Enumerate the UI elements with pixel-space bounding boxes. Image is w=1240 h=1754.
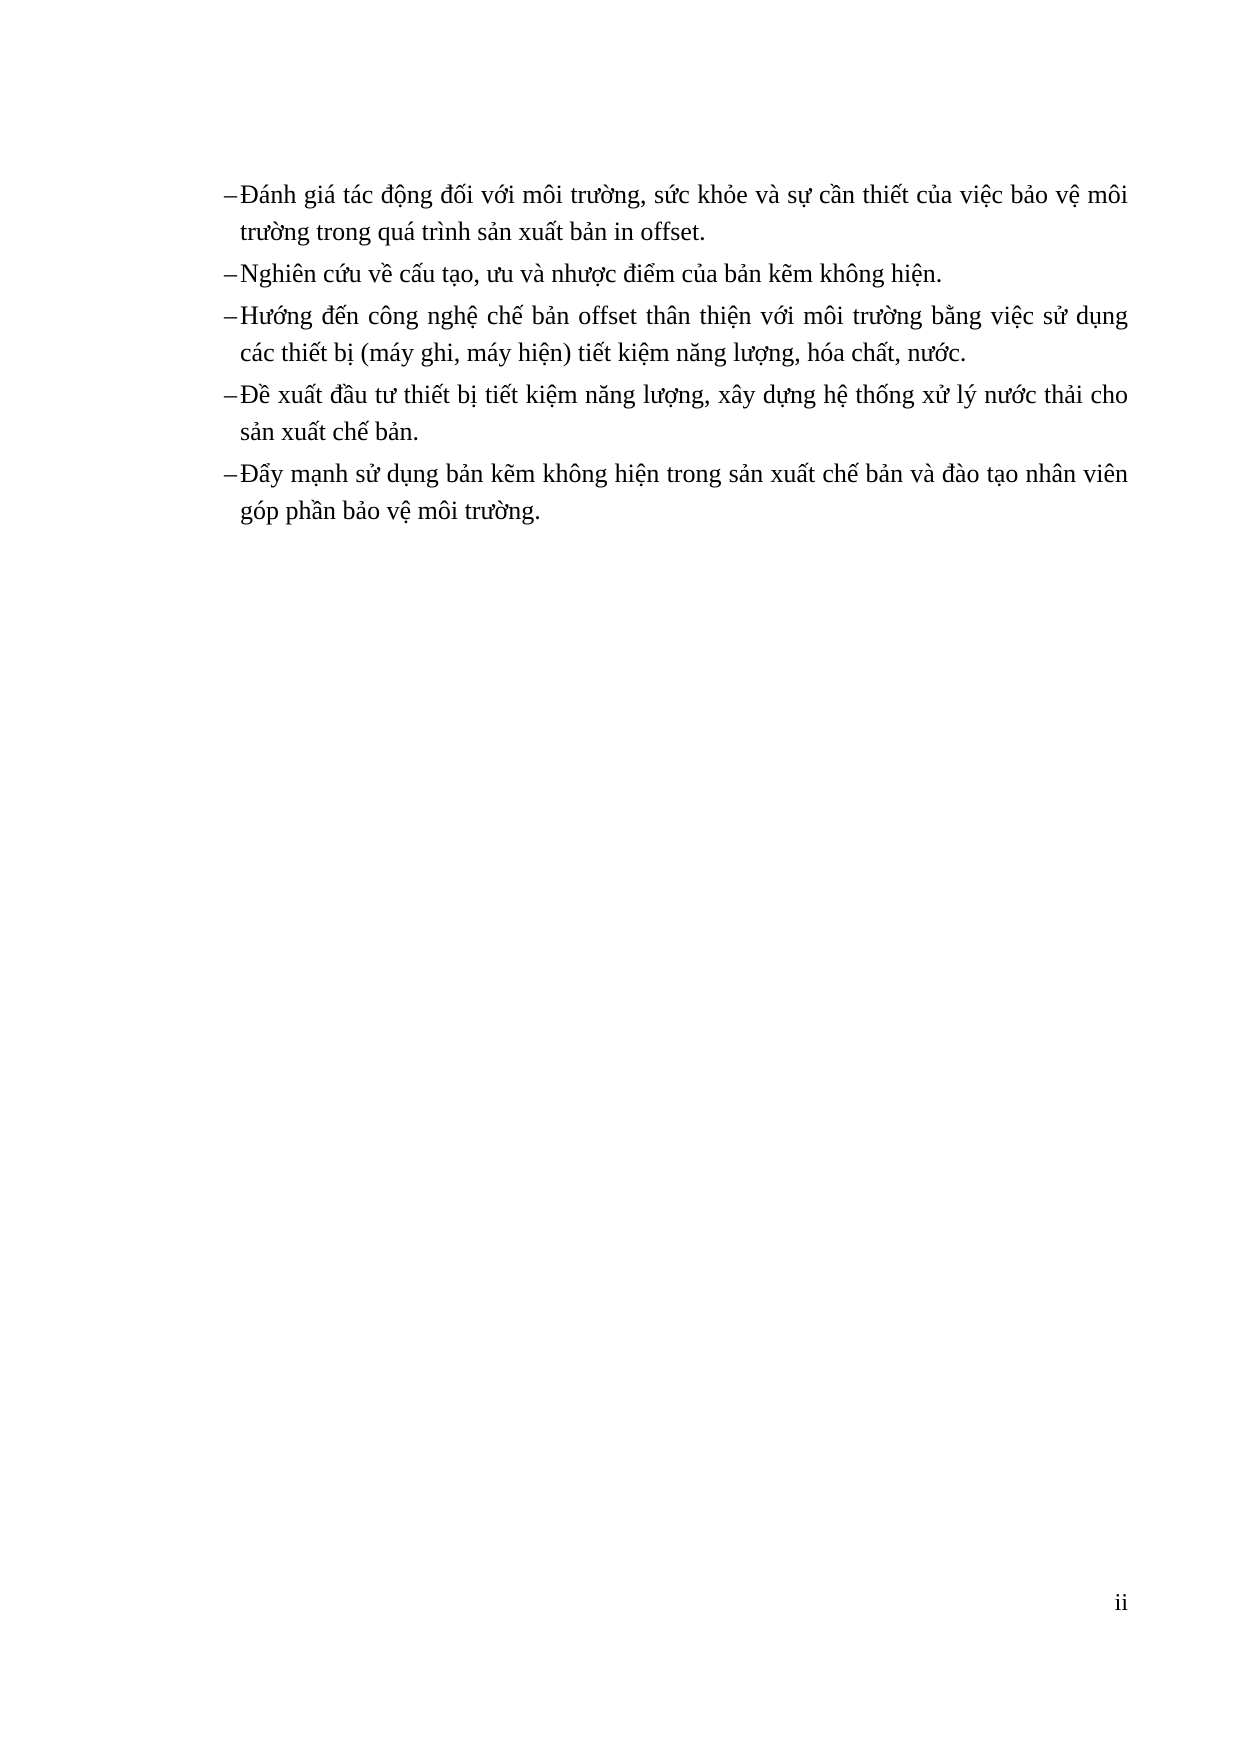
list-item-text: Hướng đến công nghệ chế bản offset thân thiện với môi trường bằng việc sử dụng các thiết bị (máy ghi, máy hiện) tiết kiệm năng lượng, hóa chất, nước. [240, 301, 1128, 367]
page-number: ii [1114, 1590, 1128, 1616]
bullet-dash: – [224, 259, 237, 288]
list-item [224, 455, 1128, 529]
list-item [224, 376, 1128, 450]
list-item-text: Đề xuất đầu tư thiết bị tiết kiệm năng lượng, xây dựng hệ thống xử lý nước thải cho sản xuất chế bản. [240, 380, 1128, 446]
bullet-dash: – [224, 180, 237, 209]
objectives-list [224, 176, 1128, 534]
bullet-dash: – [224, 459, 237, 488]
list-item [224, 297, 1128, 371]
list-item-text: Nghiên cứu về cấu tạo, ưu và nhược điểm của bản kẽm không hiện. [240, 259, 943, 288]
bullet-dash: – [224, 301, 237, 330]
bullet-dash: – [224, 380, 237, 409]
list-item-text: Đánh giá tác động đối với môi trường, sức khỏe và sự cần thiết của việc bảo vệ môi trường trong quá trình sản xuất bản in offset. [240, 180, 1128, 246]
list-item [224, 176, 1128, 250]
list-item-text: Đẩy mạnh sử dụng bản kẽm không hiện trong sản xuất chế bản và đào tạo nhân viên góp phần bảo vệ môi trường. [240, 459, 1128, 525]
list-item [224, 255, 1128, 292]
